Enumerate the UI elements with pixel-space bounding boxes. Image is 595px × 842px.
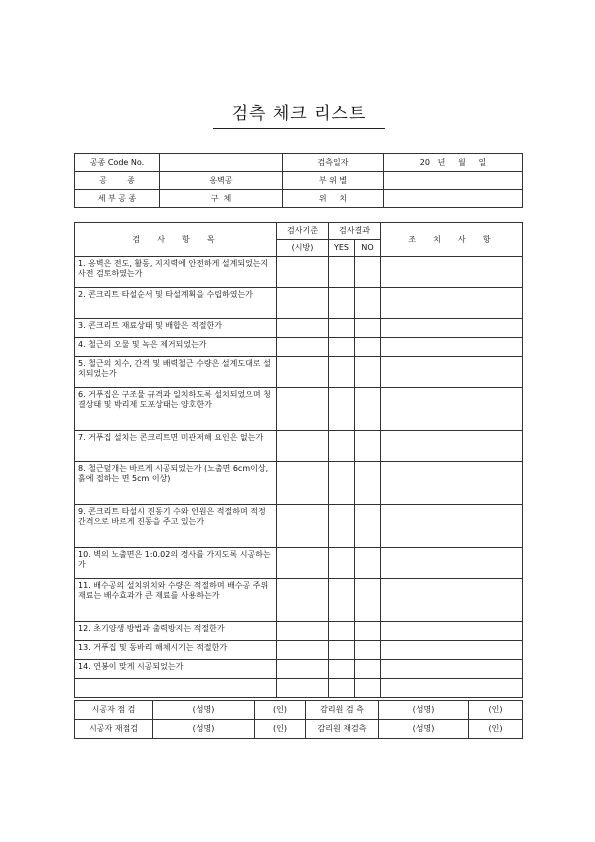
supervisor-check-label: 감리원 검 측 (306, 701, 379, 720)
checklist-item-text: 12. 초기양생 방법과 출력방지는 적절한가 (75, 622, 277, 641)
yes-cell[interactable] (329, 257, 355, 288)
signature-table (74, 700, 523, 739)
yes-cell[interactable] (329, 505, 355, 548)
supervisor-recheck-seal[interactable]: (인) (469, 720, 523, 739)
inspection-date-label: 검측일자 (283, 154, 384, 172)
part-label: 부 위 별 (283, 172, 384, 190)
info-table (74, 153, 523, 208)
action-cell[interactable] (381, 338, 523, 357)
contractor-recheck-label: 시공자 재점검 (75, 720, 153, 739)
no-cell[interactable] (355, 357, 381, 388)
checklist-item-text (75, 679, 277, 698)
yes-cell[interactable] (329, 679, 355, 698)
action-cell[interactable] (381, 388, 523, 431)
yes-cell[interactable] (329, 431, 355, 462)
yes-cell[interactable] (329, 660, 355, 679)
action-cell[interactable] (381, 622, 523, 641)
criteria-cell[interactable] (277, 548, 329, 579)
criteria-cell[interactable] (277, 319, 329, 338)
action-cell[interactable] (381, 679, 523, 698)
supervisor-check-seal[interactable]: (인) (469, 701, 523, 720)
no-cell[interactable] (355, 319, 381, 338)
checklist-row (75, 462, 523, 505)
work-type-label: 공 종 (75, 172, 160, 190)
checklist-item-text: 10. 벽의 노출면은 1:0.02의 경사를 가지도록 시공하는가 (75, 548, 277, 579)
inspection-date-value[interactable]: 20 년 월 일 (384, 154, 523, 172)
col-criteria-header: 검사기준 (277, 223, 329, 240)
action-cell[interactable] (381, 431, 523, 462)
checklist-row (75, 431, 523, 462)
no-cell[interactable] (355, 579, 381, 622)
checklist-row (75, 548, 523, 579)
checklist-item-text: 6. 거푸집은 구조물 규격과 일치하도록 설치되었으며 청결상태 및 박리제 도포상태는 양호한가 (75, 388, 277, 431)
location-value[interactable] (384, 190, 523, 208)
checklist-row (75, 319, 523, 338)
checklist-row (75, 579, 523, 622)
checklist-row (75, 257, 523, 288)
col-criteria-subheader: (시방) (277, 240, 329, 257)
detail-work-label: 세 부 공 종 (75, 190, 160, 208)
criteria-cell[interactable] (277, 579, 329, 622)
action-cell[interactable] (381, 579, 523, 622)
supervisor-recheck-name[interactable]: (성명) (379, 720, 469, 739)
checklist-item-text: 11. 배수공의 설치위치와 수량은 적절하며 배수공 주위재료는 배수효과가 큰 재료를 사용하는가 (75, 579, 277, 622)
action-cell[interactable] (381, 548, 523, 579)
checklist-row (75, 641, 523, 660)
action-cell[interactable] (381, 641, 523, 660)
criteria-cell[interactable] (277, 505, 329, 548)
action-cell[interactable] (381, 462, 523, 505)
checklist-row (75, 357, 523, 388)
col-action-header: 조 치 사 항 (381, 223, 523, 257)
yes-cell[interactable] (329, 641, 355, 660)
checklist-item-text: 2. 콘크리트 타설순서 및 타설계획을 수립하였는가 (75, 288, 277, 319)
criteria-cell[interactable] (277, 388, 329, 431)
criteria-cell[interactable] (277, 431, 329, 462)
no-cell[interactable] (355, 679, 381, 698)
project-code-value[interactable] (160, 154, 283, 172)
action-cell[interactable] (381, 257, 523, 288)
checklist-item-text: 9. 콘크리트 타설시 진동기 수와 인원은 적절하며 적정간격으로 바르게 진동을 주고 있는가 (75, 505, 277, 548)
detail-work-value[interactable]: 구 체 (160, 190, 283, 208)
supervisor-recheck-label: 감리원 재검측 (306, 720, 379, 739)
action-cell[interactable] (381, 357, 523, 388)
checklist-item-text: 14. 연봉이 맞게 시공되었는가 (75, 660, 277, 679)
checklist-item-text: 3. 콘크리트 재료상태 및 배합은 적절한가 (75, 319, 277, 338)
contractor-check-name[interactable]: (성명) (153, 701, 255, 720)
action-cell[interactable] (381, 505, 523, 548)
no-cell[interactable] (355, 548, 381, 579)
criteria-cell[interactable] (277, 357, 329, 388)
no-cell[interactable] (355, 505, 381, 548)
no-cell[interactable] (355, 338, 381, 357)
col-result-header: 검사결과 (329, 223, 381, 240)
yes-cell[interactable] (329, 319, 355, 338)
checklist-row (75, 660, 523, 679)
yes-cell[interactable] (329, 579, 355, 622)
checklist-item-text: 7. 거푸집 설치는 콘크리트면 미관저해 요인은 없는가 (75, 431, 277, 462)
checklist-item-text: 4. 철근의 오물 및 녹은 제거되었는가 (75, 338, 277, 357)
yes-cell[interactable] (329, 548, 355, 579)
checklist-row (75, 288, 523, 319)
part-value[interactable] (384, 172, 523, 190)
yes-cell[interactable] (329, 357, 355, 388)
criteria-cell[interactable] (277, 257, 329, 288)
yes-cell[interactable] (329, 462, 355, 505)
location-label: 위 치 (283, 190, 384, 208)
page-title: 검측 체크 리스트 (213, 100, 385, 129)
action-cell[interactable] (381, 660, 523, 679)
no-cell[interactable] (355, 622, 381, 641)
checklist-row (75, 679, 523, 698)
project-code-label: 공종 Code No. (75, 154, 160, 172)
checklist-row (75, 388, 523, 431)
no-cell[interactable] (355, 431, 381, 462)
criteria-cell[interactable] (277, 679, 329, 698)
checklist-table (74, 222, 523, 698)
criteria-cell[interactable] (277, 462, 329, 505)
yes-cell[interactable] (329, 388, 355, 431)
checklist-item-text: 5. 철근의 치수, 간격 및 배력철근 수량은 설계도대로 설치되었는가 (75, 357, 277, 388)
col-items-header: 검 사 항 목 (75, 223, 277, 257)
action-cell[interactable] (381, 319, 523, 338)
criteria-cell[interactable] (277, 288, 329, 319)
no-cell[interactable] (355, 660, 381, 679)
checklist-item-text: 1. 옹벽은 전도, 활동, 지지력에 안전하게 설계되었는지 사전 검토하였는가 (75, 257, 277, 288)
no-cell[interactable] (355, 388, 381, 431)
yes-cell[interactable] (329, 338, 355, 357)
no-cell[interactable] (355, 462, 381, 505)
contractor-recheck-name[interactable]: (성명) (153, 720, 255, 739)
checklist-row (75, 622, 523, 641)
no-cell[interactable] (355, 641, 381, 660)
contractor-check-seal[interactable]: (인) (255, 701, 306, 720)
checklist-item-text: 8. 철근덮개는 바르게 시공되었는가 (노출면 6cm이상, 흙에 접하는 면 5cm 이상) (75, 462, 277, 505)
checklist-row (75, 338, 523, 357)
criteria-cell[interactable] (277, 660, 329, 679)
action-cell[interactable] (381, 288, 523, 319)
no-cell[interactable] (355, 257, 381, 288)
checklist-item-text: 13. 거푸집 및 동바리 해체시기는 적절한가 (75, 641, 277, 660)
checklist-row (75, 505, 523, 548)
col-yes-header: YES (329, 240, 355, 257)
col-no-header: NO (355, 240, 381, 257)
contractor-check-label: 시공자 점 검 (75, 701, 153, 720)
yes-cell[interactable] (329, 288, 355, 319)
criteria-cell[interactable] (277, 338, 329, 357)
work-type-value[interactable]: 옹벽공 (160, 172, 283, 190)
yes-cell[interactable] (329, 622, 355, 641)
no-cell[interactable] (355, 288, 381, 319)
contractor-recheck-seal[interactable]: (인) (255, 720, 306, 739)
supervisor-check-name[interactable]: (성명) (379, 701, 469, 720)
criteria-cell[interactable] (277, 641, 329, 660)
criteria-cell[interactable] (277, 622, 329, 641)
